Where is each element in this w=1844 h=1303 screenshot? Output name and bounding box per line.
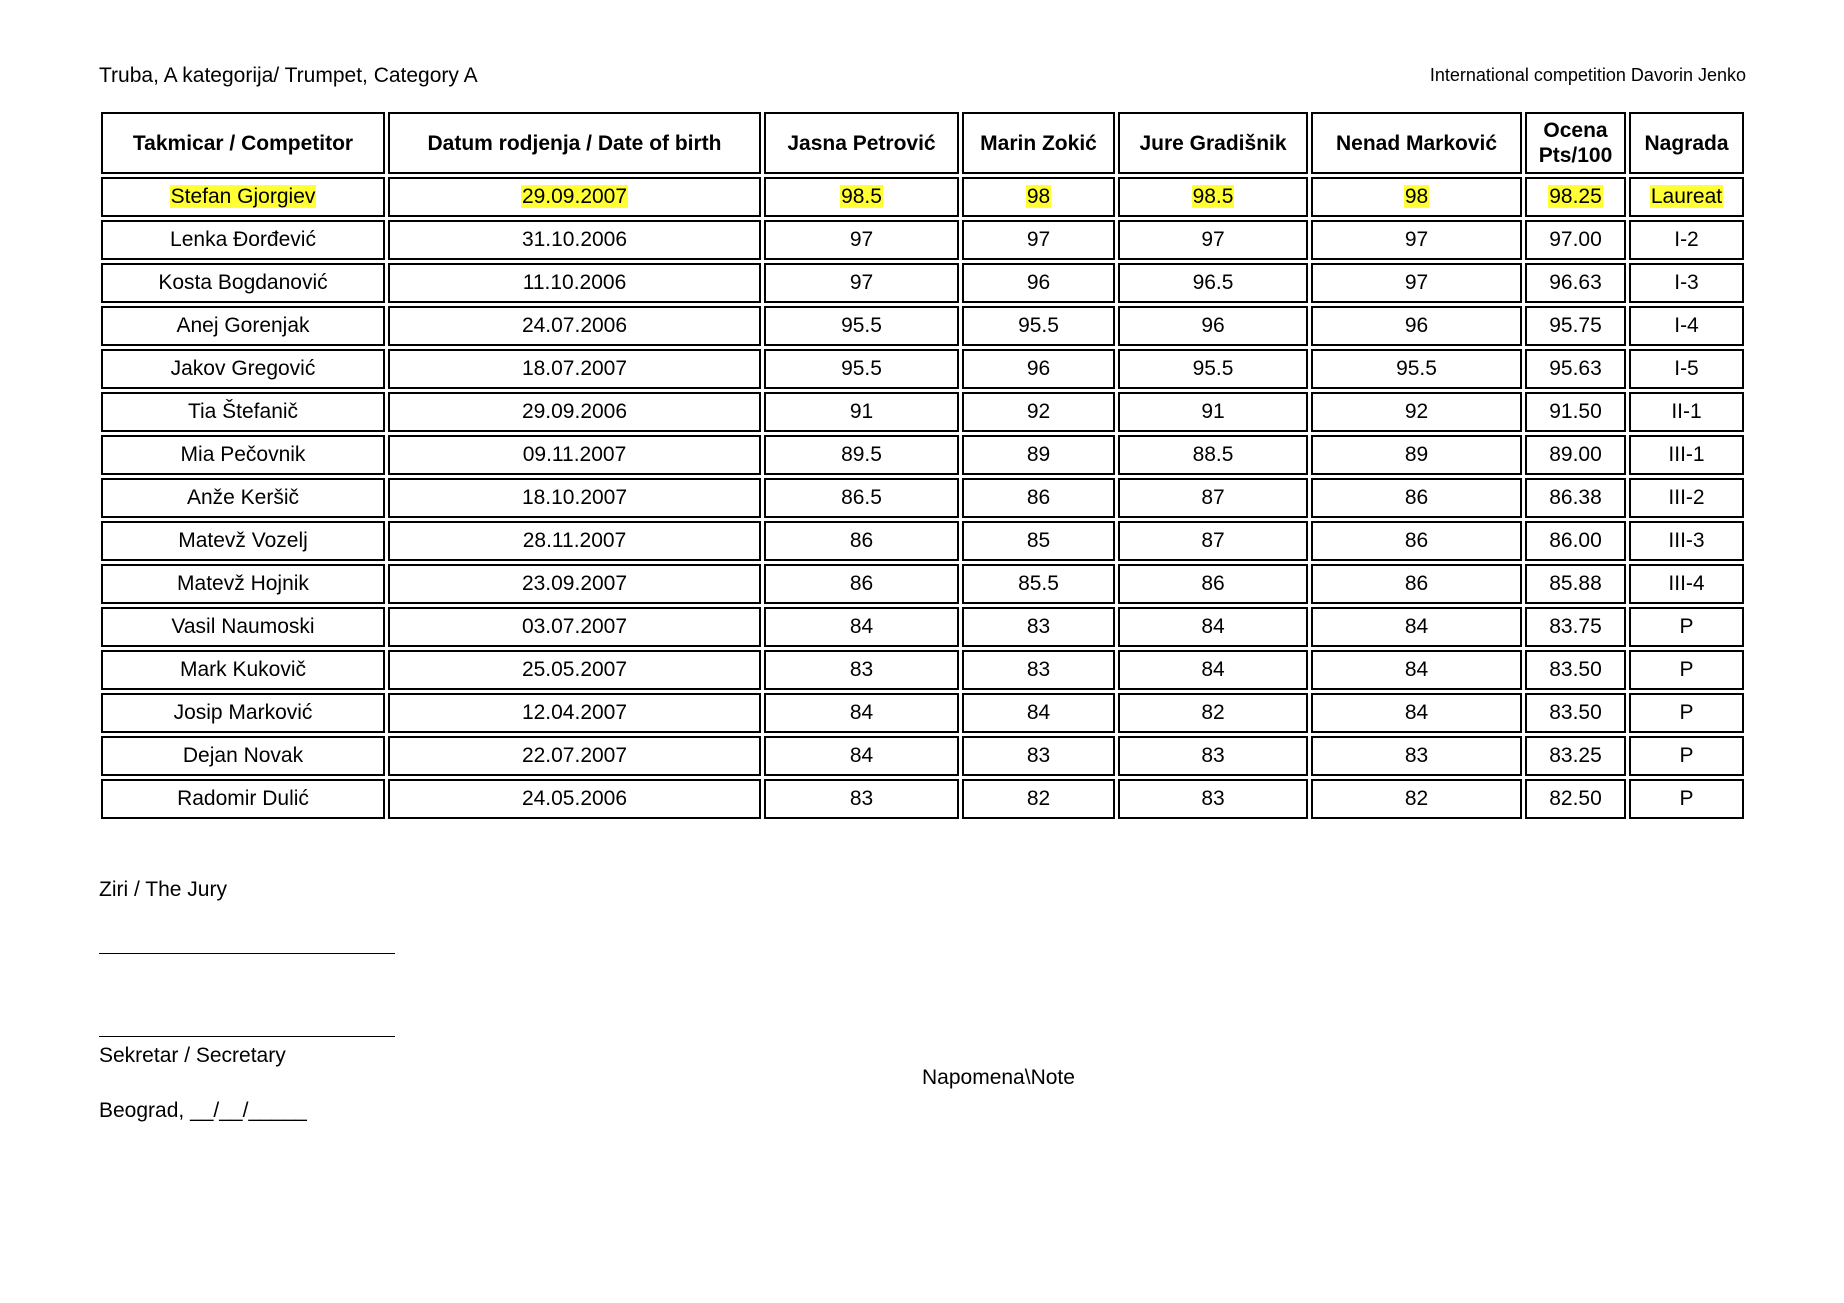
cell-judge-1: 97	[764, 263, 959, 303]
cell-competitor: Lenka Đorđević	[101, 220, 385, 260]
cell-date-of-birth: 18.10.2007	[388, 478, 761, 518]
cell-score: 91.50	[1525, 392, 1626, 432]
cell-award: III-3	[1629, 521, 1744, 561]
category-title: Truba, A kategorija/ Trumpet, Category A	[99, 64, 478, 87]
table-row	[101, 521, 1744, 561]
cell-competitor: Tia Štefanič	[101, 392, 385, 432]
cell-judge-1: 86	[764, 564, 959, 604]
cell-score: 83.25	[1525, 736, 1626, 776]
cell-date-of-birth	[388, 177, 761, 217]
cell-judge-3	[1118, 177, 1308, 217]
column-header-competitor: Takmicar / Competitor	[101, 112, 385, 174]
cell-judge-2: 89	[962, 435, 1115, 475]
cell-award: P	[1629, 779, 1744, 819]
column-header-judge-1: Jasna Petrović	[764, 112, 959, 174]
column-header-score: Ocena Pts/100	[1525, 112, 1626, 174]
cell-score: 82.50	[1525, 779, 1626, 819]
cell-judge-4: 84	[1311, 693, 1522, 733]
cell-judge-1: 95.5	[764, 306, 959, 346]
cell-date-of-birth: 24.07.2006	[388, 306, 761, 346]
cell-competitor: Vasil Naumoski	[101, 607, 385, 647]
cell-award: P	[1629, 736, 1744, 776]
cell-score: 95.75	[1525, 306, 1626, 346]
cell-judge-3: 86	[1118, 564, 1308, 604]
column-header-date-of-birth: Datum rodjenja / Date of birth	[388, 112, 761, 174]
cell-judge-3: 83	[1118, 736, 1308, 776]
cell-competitor: Dejan Novak	[101, 736, 385, 776]
cell-judge-3: 91	[1118, 392, 1308, 432]
column-header-judge-2: Marin Zokić	[962, 112, 1115, 174]
cell-judge-2: 83	[962, 736, 1115, 776]
cell-date-of-birth: 24.05.2006	[388, 779, 761, 819]
table-row	[101, 349, 1744, 389]
cell-award: P	[1629, 693, 1744, 733]
cell-judge-1: 84	[764, 607, 959, 647]
table-row	[101, 607, 1744, 647]
cell-judge-3: 96	[1118, 306, 1308, 346]
cell-judge-4	[1311, 177, 1522, 217]
table-body	[101, 177, 1744, 819]
cell-judge-4: 97	[1311, 220, 1522, 260]
cell-judge-2: 97	[962, 220, 1115, 260]
cell-judge-4: 86	[1311, 564, 1522, 604]
cell-award: III-2	[1629, 478, 1744, 518]
table-row	[101, 650, 1744, 690]
table-row	[101, 306, 1744, 346]
cell-competitor: Matevž Vozelj	[101, 521, 385, 561]
cell-award	[1629, 177, 1744, 217]
table-row	[101, 392, 1744, 432]
cell-award: III-4	[1629, 564, 1744, 604]
cell-judge-3: 83	[1118, 779, 1308, 819]
cell-date-of-birth: 25.05.2007	[388, 650, 761, 690]
cell-date-of-birth: 29.09.2006	[388, 392, 761, 432]
results-table	[98, 109, 1747, 822]
cell-date-of-birth: 22.07.2007	[388, 736, 761, 776]
cell-score: 86.00	[1525, 521, 1626, 561]
cell-judge-1: 83	[764, 779, 959, 819]
table-row	[101, 478, 1744, 518]
cell-competitor: Kosta Bogdanović	[101, 263, 385, 303]
cell-award: I-2	[1629, 220, 1744, 260]
cell-award: I-5	[1629, 349, 1744, 389]
cell-score: 86.38	[1525, 478, 1626, 518]
cell-award: III-1	[1629, 435, 1744, 475]
cell-competitor: Matevž Hojnik	[101, 564, 385, 604]
cell-score	[1525, 177, 1626, 217]
cell-judge-3: 84	[1118, 607, 1308, 647]
cell-judge-1: 84	[764, 736, 959, 776]
cell-award: I-4	[1629, 306, 1744, 346]
cell-judge-1	[764, 177, 959, 217]
results-table-container	[101, 112, 1744, 819]
cell-judge-4: 84	[1311, 607, 1522, 647]
cell-judge-2: 83	[962, 650, 1115, 690]
cell-judge-2: 83	[962, 607, 1115, 647]
place-date: Beograd, __/__/_____	[99, 1099, 307, 1122]
cell-competitor: Anže Keršič	[101, 478, 385, 518]
cell-date-of-birth: 31.10.2006	[388, 220, 761, 260]
cell-score: 95.63	[1525, 349, 1626, 389]
cell-date-of-birth: 12.04.2007	[388, 693, 761, 733]
cell-judge-1: 89.5	[764, 435, 959, 475]
cell-competitor	[101, 177, 385, 217]
table-row	[101, 435, 1744, 475]
cell-competitor: Jakov Gregović	[101, 349, 385, 389]
cell-judge-2: 82	[962, 779, 1115, 819]
highlighted-text: 98.5	[1192, 185, 1234, 208]
table-row	[101, 693, 1744, 733]
highlighted-text: 98	[1026, 185, 1051, 208]
cell-award: II-1	[1629, 392, 1744, 432]
cell-score: 89.00	[1525, 435, 1626, 475]
cell-judge-4: 95.5	[1311, 349, 1522, 389]
cell-judge-3: 96.5	[1118, 263, 1308, 303]
column-header-award: Nagrada	[1629, 112, 1744, 174]
cell-competitor: Radomir Dulić	[101, 779, 385, 819]
cell-judge-2: 96	[962, 263, 1115, 303]
highlighted-text: 98.25	[1549, 185, 1602, 208]
cell-judge-3: 95.5	[1118, 349, 1308, 389]
table-header-row	[101, 112, 1744, 174]
cell-judge-1: 84	[764, 693, 959, 733]
cell-judge-4: 89	[1311, 435, 1522, 475]
cell-judge-2: 85.5	[962, 564, 1115, 604]
jury-label: Ziri / The Jury	[99, 878, 227, 901]
cell-competitor: Mia Pečovnik	[101, 435, 385, 475]
cell-judge-4: 96	[1311, 306, 1522, 346]
cell-judge-4: 82	[1311, 779, 1522, 819]
secretary-label: Sekretar / Secretary	[99, 1044, 286, 1067]
cell-judge-2: 96	[962, 349, 1115, 389]
cell-score: 85.88	[1525, 564, 1626, 604]
column-header-judge-3: Jure Gradišnik	[1118, 112, 1308, 174]
highlighted-text: Stefan Gjorgiev	[170, 185, 316, 208]
table-row	[101, 263, 1744, 303]
cell-judge-2: 84	[962, 693, 1115, 733]
cell-date-of-birth: 28.11.2007	[388, 521, 761, 561]
cell-judge-1: 97	[764, 220, 959, 260]
cell-date-of-birth: 23.09.2007	[388, 564, 761, 604]
table-row	[101, 736, 1744, 776]
jury-signature-line	[99, 953, 395, 954]
cell-judge-4: 97	[1311, 263, 1522, 303]
table-row	[101, 220, 1744, 260]
cell-judge-1: 86.5	[764, 478, 959, 518]
cell-judge-3: 84	[1118, 650, 1308, 690]
cell-date-of-birth: 11.10.2006	[388, 263, 761, 303]
cell-judge-1: 83	[764, 650, 959, 690]
cell-judge-4: 83	[1311, 736, 1522, 776]
cell-judge-3: 97	[1118, 220, 1308, 260]
cell-judge-1: 95.5	[764, 349, 959, 389]
cell-judge-4: 86	[1311, 478, 1522, 518]
cell-score: 83.50	[1525, 650, 1626, 690]
cell-award: P	[1629, 607, 1744, 647]
table-row	[101, 564, 1744, 604]
cell-score: 83.75	[1525, 607, 1626, 647]
cell-judge-3: 87	[1118, 521, 1308, 561]
cell-date-of-birth: 18.07.2007	[388, 349, 761, 389]
highlighted-text: 98.5	[841, 185, 882, 208]
cell-award: I-3	[1629, 263, 1744, 303]
cell-judge-4: 92	[1311, 392, 1522, 432]
cell-judge-4: 86	[1311, 521, 1522, 561]
cell-competitor: Mark Kukovič	[101, 650, 385, 690]
secretary-signature-line	[99, 1036, 395, 1037]
cell-judge-2: 95.5	[962, 306, 1115, 346]
cell-judge-3: 87	[1118, 478, 1308, 518]
cell-judge-1: 91	[764, 392, 959, 432]
cell-judge-3: 88.5	[1118, 435, 1308, 475]
highlighted-text: 29.09.2007	[521, 185, 628, 208]
column-header-judge-4: Nenad Marković	[1311, 112, 1522, 174]
cell-date-of-birth: 03.07.2007	[388, 607, 761, 647]
cell-score: 83.50	[1525, 693, 1626, 733]
cell-judge-2: 86	[962, 478, 1115, 518]
cell-date-of-birth: 09.11.2007	[388, 435, 761, 475]
cell-competitor: Josip Marković	[101, 693, 385, 733]
cell-judge-2	[962, 177, 1115, 217]
cell-competitor: Anej Gorenjak	[101, 306, 385, 346]
cell-award: P	[1629, 650, 1744, 690]
note-label: Napomena\Note	[922, 1066, 1075, 1089]
table-row	[101, 779, 1744, 819]
cell-judge-2: 85	[962, 521, 1115, 561]
cell-judge-3: 82	[1118, 693, 1308, 733]
competition-title: International competition Davorin Jenko	[1429, 65, 1746, 85]
cell-judge-2: 92	[962, 392, 1115, 432]
cell-score: 96.63	[1525, 263, 1626, 303]
table-row	[101, 177, 1744, 217]
cell-judge-4: 84	[1311, 650, 1522, 690]
highlighted-text: 98	[1404, 185, 1429, 208]
cell-score: 97.00	[1525, 220, 1626, 260]
cell-judge-1: 86	[764, 521, 959, 561]
highlighted-text: Laureat	[1650, 185, 1723, 208]
